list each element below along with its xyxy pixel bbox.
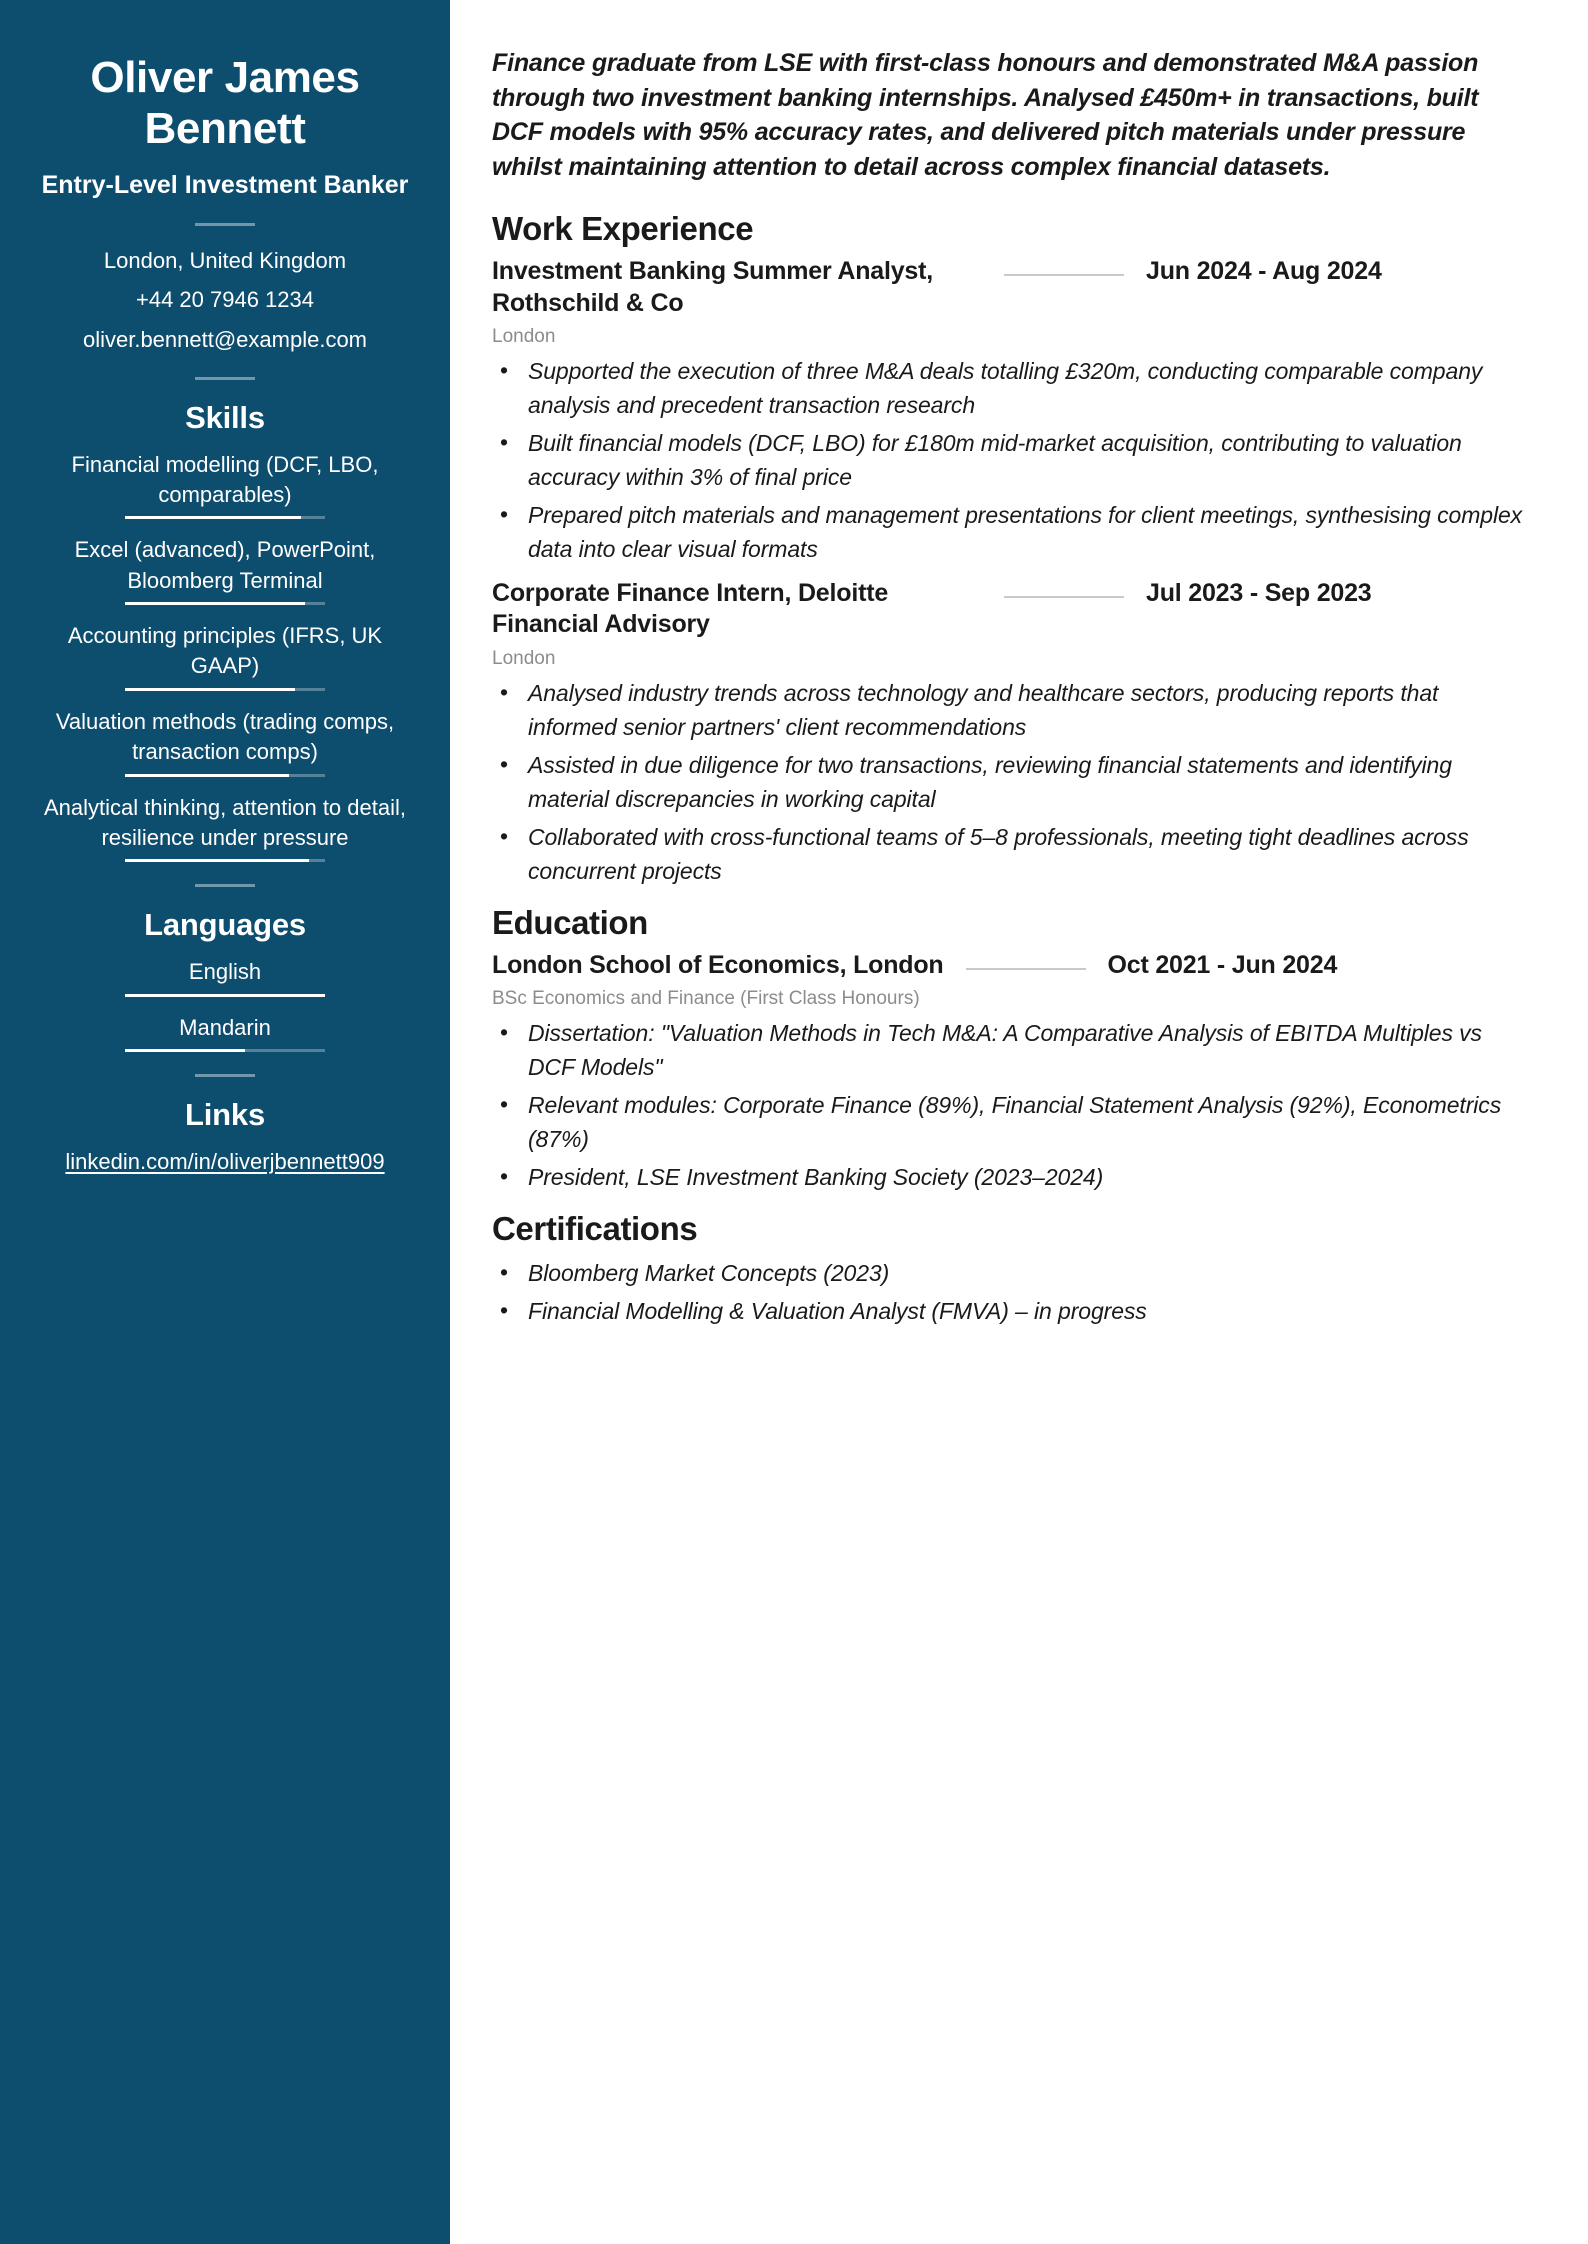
skill-item <box>38 621 412 691</box>
sidebar-divider <box>195 223 255 226</box>
language-item <box>38 957 412 996</box>
language-label: English <box>188 959 262 985</box>
sidebar-divider <box>195 1074 255 1077</box>
skill-label: Accounting principles (IFRS, UK GAAP) <box>67 623 383 679</box>
skill-rating-fill <box>125 516 301 519</box>
skill-rating-bar <box>125 602 325 605</box>
work-entry-bullets <box>492 676 1530 888</box>
skill-item <box>38 450 412 520</box>
skill-rating-bar <box>125 516 325 519</box>
education-section <box>492 904 1530 1194</box>
work-entry-bullets <box>492 354 1530 566</box>
language-rating-fill <box>125 1049 245 1052</box>
education-entry-header <box>492 950 1530 982</box>
contact-email[interactable]: oliver.bennett@example.com <box>82 326 368 352</box>
skill-rating-bar <box>125 688 325 691</box>
bullet-item: • Built financial models (DCF, LBO) for £180m mid-market acquisition, contributing to valuation accuracy within 3% of final price <box>492 426 1530 494</box>
sidebar <box>0 0 450 2244</box>
entry-rule-line <box>1004 596 1124 598</box>
language-item <box>38 1013 412 1052</box>
bullet-item: • Analysed industry trends across technology and healthcare sectors, producing reports that informed senior partners' client recommendations <box>492 676 1530 744</box>
bullet-item: • Bloomberg Market Concepts (2023) <box>492 1256 1530 1290</box>
skill-rating-fill <box>125 688 295 691</box>
contact-block <box>38 246 412 355</box>
links-heading: Links <box>185 1096 265 1132</box>
bullet-item: • Relevant modules: Corporate Finance (89%), Financial Statement Analysis (92%), Econometrics (87%) <box>492 1088 1530 1156</box>
skill-rating-bar <box>125 859 325 862</box>
skill-item <box>38 707 412 777</box>
education-entry <box>492 950 1530 1194</box>
education-entry-bullets <box>492 1016 1530 1194</box>
languages-heading: Languages <box>144 907 306 943</box>
skill-rating-fill <box>125 774 289 777</box>
bullet-item: • Supported the execution of three M&A deals totalling £320m, conducting comparable company analysis and precedent transaction research <box>492 354 1530 422</box>
links-list <box>38 1147 412 1179</box>
entry-rule-line <box>1004 274 1124 276</box>
candidate-job-title: Entry-Level Investment Banker <box>41 171 409 200</box>
work-entry-title: Investment Banking Summer Analyst, Rothschild & Co <box>492 257 934 317</box>
bullet-item: • Financial Modelling & Valuation Analyst (FMVA) – in progress <box>492 1294 1530 1328</box>
main-content <box>450 0 1588 2244</box>
education-entry-date: Oct 2021 - Jun 2024 <box>1107 950 1338 979</box>
bullet-item: • Prepared pitch materials and management presentations for client meetings, synthesising complex data into clear visual formats <box>492 498 1530 566</box>
language-rating-bar <box>125 994 325 997</box>
work-entry-date: Jul 2023 - Sep 2023 <box>1146 578 1372 607</box>
candidate-name: Oliver James Bennett <box>90 53 360 154</box>
entry-rule-line <box>966 968 1086 970</box>
bullet-item: • President, LSE Investment Banking Society (2023–2024) <box>492 1160 1530 1194</box>
work-experience-heading: Work Experience <box>492 210 754 247</box>
languages-list <box>38 957 412 1052</box>
work-entry-header <box>492 256 1530 319</box>
link-item[interactable] <box>38 1147 412 1179</box>
linkedin-link[interactable]: linkedin.com/in/oliverjbennett909 <box>65 1148 385 1174</box>
skill-label: Financial modelling (DCF, LBO, comparables) <box>71 451 379 507</box>
skill-rating-bar <box>125 774 325 777</box>
skill-item <box>38 793 412 863</box>
contact-phone: +44 20 7946 1234 <box>135 287 314 313</box>
bullet-item: • Assisted in due diligence for two transactions, reviewing financial statements and identifying material discrepancies in working capital <box>492 748 1530 816</box>
skill-rating-fill <box>125 602 305 605</box>
skill-label: Valuation methods (trading comps, transaction comps) <box>55 708 395 765</box>
professional-summary: Finance graduate from LSE with first-class honours and demonstrated M&A passion through two investment banking internships. Analysed £450m+ in transactions, built DCF models with 95% accuracy rates, and delivered pitch materials under pressure whilst maintaining attention to detail across complex financial datasets. <box>492 49 1479 181</box>
work-experience-section <box>492 210 1530 888</box>
language-label: Mandarin <box>179 1014 271 1040</box>
certifications-list <box>492 1256 1530 1328</box>
certifications-heading: Certifications <box>492 1210 698 1248</box>
work-entry <box>492 578 1530 888</box>
contact-location: London, United Kingdom <box>103 247 347 273</box>
sidebar-divider <box>195 884 255 887</box>
skill-label: Excel (advanced), PowerPoint, Bloomberg Terminal <box>74 537 376 593</box>
skill-label: Analytical thinking, attention to detail, resilience under pressure <box>43 794 406 850</box>
language-rating-fill <box>125 994 325 997</box>
skill-item <box>38 535 412 605</box>
skills-heading: Skills <box>185 399 265 435</box>
work-entry <box>492 256 1530 566</box>
certifications-section <box>492 1210 1530 1328</box>
bullet-item: • Dissertation: "Valuation Methods in Tech M&A: A Comparative Analysis of EBITDA Multiples vs DCF Models" <box>492 1016 1530 1084</box>
work-entry-date: Jun 2024 - Aug 2024 <box>1146 257 1382 285</box>
skill-rating-fill <box>125 859 309 862</box>
work-entry-location: London <box>492 326 556 347</box>
language-rating-bar <box>125 1049 325 1052</box>
work-entry-location: London <box>492 647 556 669</box>
bullet-item: • Collaborated with cross-functional teams of 5–8 professionals, meeting tight deadlines across concurrent projects <box>492 820 1530 888</box>
skills-list <box>38 450 412 863</box>
education-heading: Education <box>492 903 648 941</box>
work-entry-header <box>492 578 1530 641</box>
work-entry-title: Corporate Finance Intern, Deloitte Financial Advisory <box>492 578 889 639</box>
education-entry-title: London School of Economics, London <box>492 950 944 979</box>
education-entry-degree: BSc Economics and Finance (First Class Honours) <box>492 988 920 1010</box>
sidebar-divider <box>195 377 255 380</box>
